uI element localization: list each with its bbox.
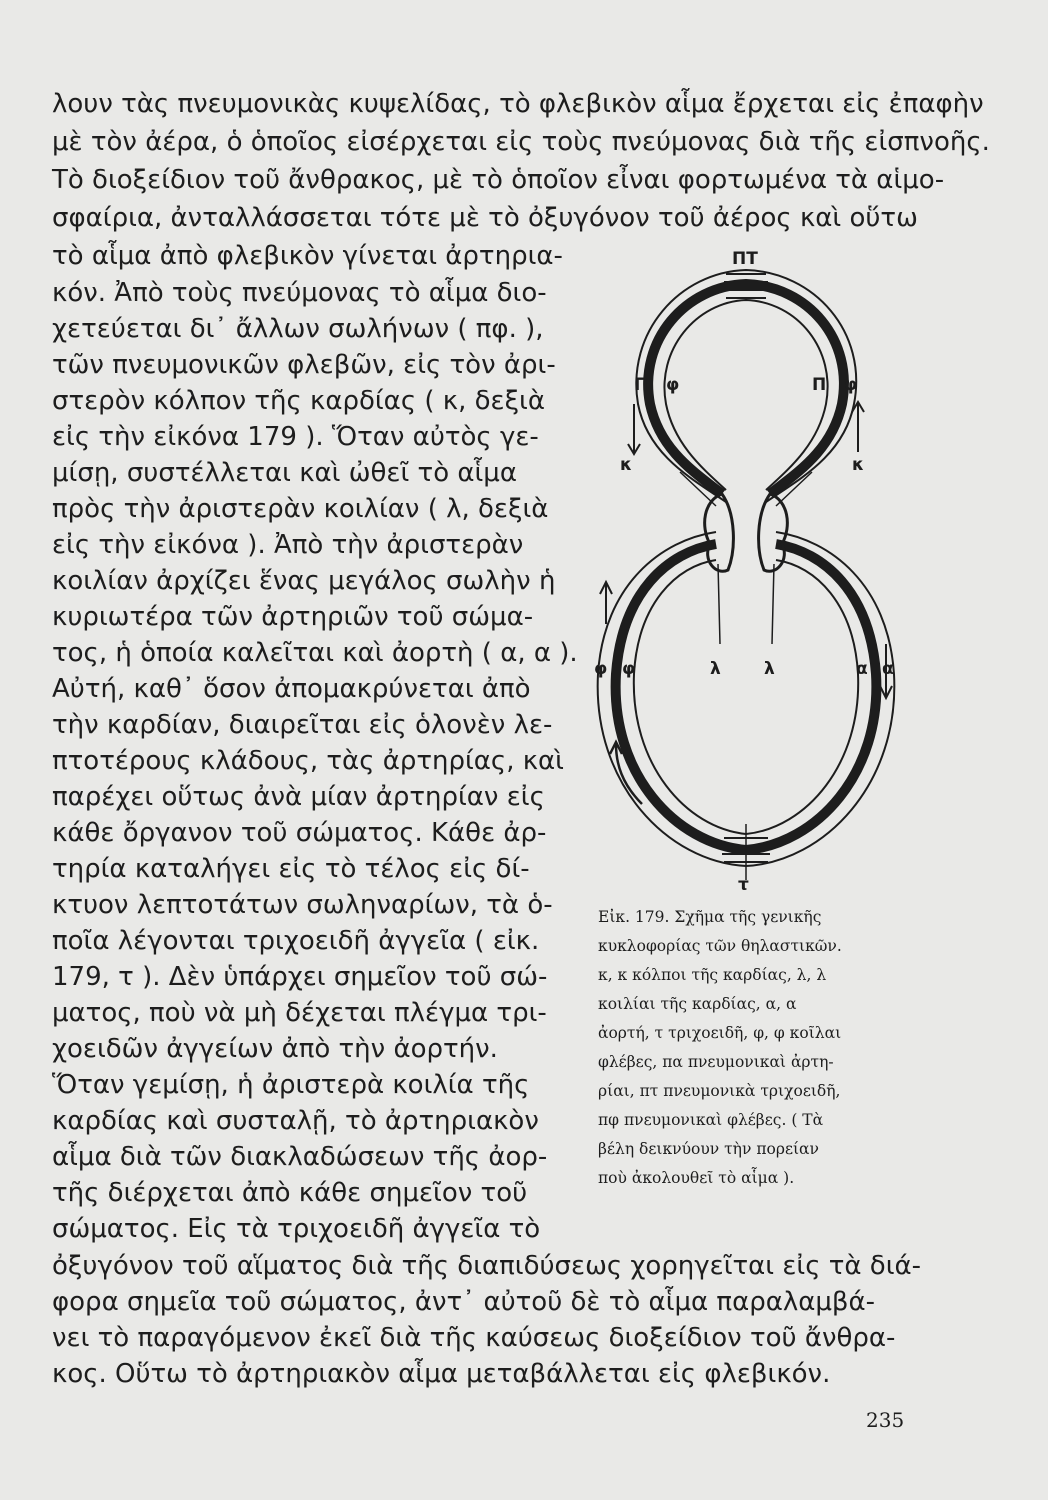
text-line: εἰς τὴν εἰκόνα 179 ). Ὅταν αὐτὸς γε- — [52, 422, 539, 452]
circulation-diagram — [576, 244, 916, 894]
text-line: κυριωτέρα τῶν ἀρτηριῶν τοῦ σώμα- — [52, 602, 534, 632]
text-line: τῶν πνευμονικῶν φλεβῶν, εἰς τὸν ἀρι- — [52, 350, 556, 380]
text-line: μὲ τὸν ἀέρα, ὁ ὁποῖος εἰσέρχεται εἰς τοὺς πνεύμονας διὰ τῆς εἰσπνοῆς. — [52, 127, 990, 157]
text-line: νει τὸ παραγόμενον ἐκεῖ διὰ τῆς καύσεως διοξείδιον τοῦ ἄνθρα- — [52, 1323, 896, 1353]
text-line: 179, τ ). Δὲν ὑπάρχει σημεῖον τοῦ σώ- — [52, 962, 548, 992]
text-line: τῆς διέρχεται ἀπὸ κάθε σημεῖον τοῦ — [52, 1178, 528, 1208]
text-line: τηρία καταλήγει εἰς τὸ τέλος εἰς δί- — [52, 854, 530, 884]
caption-line: ποὺ ἀκολουθεῖ τὸ αἷμα ). — [598, 1169, 795, 1187]
text-line: στερὸν κόλπον τῆς καρδίας ( κ, δεξιὰ — [52, 386, 545, 416]
text-line: εἰς τὴν εἰκόνα ). Ἀπὸ τὴν ἀριστερὰν — [52, 530, 524, 560]
caption-line: κ, κ κόλποι τῆς καρδίας, λ, λ — [598, 966, 827, 984]
caption-line: φλέβες, πα πνευμονικαὶ ἀρτη- — [598, 1053, 834, 1071]
text-line: πτοτέρους κλάδους, τὰς ἀρτηρίας, καὶ — [52, 746, 564, 776]
text-line: κτυον λεπτοτάτων σωληναρίων, τὰ ὁ- — [52, 890, 553, 920]
text-line: σφαίρια, ἀνταλλάσσεται τότε μὲ τὸ ὀξυγόνον τοῦ ἀέρος καὶ οὕτω — [52, 203, 918, 233]
caption-line: κοιλίαι τῆς καρδίας, α, α — [598, 995, 797, 1013]
page-number: 235 — [866, 1408, 905, 1432]
label-aorta-outer: α — [882, 659, 894, 679]
text-line: κάθε ὄργανον τοῦ σώματος. Κάθε ἀρ- — [52, 818, 547, 848]
text-line: τὴν καρδίαν, διαιρεῖται εἰς ὁλονὲν λε- — [52, 710, 553, 740]
label-ventricle-left: λ — [710, 659, 721, 679]
text-line: Ὅταν γεμίσῃ, ἡ ἀριστερὰ κοιλία τῆς — [52, 1070, 530, 1100]
text-line: ποῖα λέγονται τριχοειδῆ ἀγγεῖα ( εἰκ. — [52, 926, 540, 956]
caption-line: ἀορτή, τ τριχοειδῆ, φ, φ κοῖλαι — [598, 1024, 842, 1042]
caption-line: Εἰκ. 179. Σχῆμα τῆς γενικῆς — [598, 908, 822, 926]
label-capillaries: τ — [738, 875, 749, 894]
caption-line: πφ πνευμονικαὶ φλέβες. ( Τὰ — [598, 1111, 824, 1129]
label-pulmonary-capillaries: ΠΤ — [732, 249, 758, 269]
label-aorta-inner: α — [856, 659, 868, 679]
text-line: Τὸ διοξείδιον τοῦ ἄνθρακος, μὲ τὸ ὁποῖον εἶναι φορτωμένα τὰ αἱμο- — [52, 165, 945, 195]
text-line: ὀξυγόνον τοῦ αἵματος διὰ τῆς διαπιδύσεως χορηγεῖται εἰς τὰ διά- — [52, 1251, 922, 1281]
label-atrium-left: κ — [620, 455, 633, 475]
text-line: χετεύεται δι᾽ ἄλλων σωλήνων ( πφ. ), — [52, 314, 544, 344]
text-line: καρδίας καὶ συσταλῇ, τὸ ἀρτηριακὸν — [52, 1106, 539, 1136]
text-line: χοειδῶν ἀγγείων ἀπὸ τὴν ἀορτήν. — [52, 1034, 498, 1064]
label-pulmonary-artery-left: Π — [634, 375, 649, 395]
text-line: τὸ αἷμα ἀπὸ φλεβικὸν γίνεται ἀρτηρια- — [52, 241, 563, 271]
text-line: αἷμα διὰ τῶν διακλαδώσεων τῆς ἀορ- — [52, 1142, 548, 1172]
text-line: κοιλίαν ἀρχίζει ἕνας μεγάλος σωλὴν ἡ — [52, 566, 556, 596]
text-line: τος, ἡ ὁποία καλεῖται καὶ ἀορτὴ ( α, α ). — [52, 638, 578, 668]
text-line: κόν. Ἀπὸ τοὺς πνεύμονας τὸ αἷμα διο- — [52, 278, 547, 308]
text-line: ματος, ποὺ νὰ μὴ δέχεται πλέγμα τρι- — [52, 998, 547, 1028]
text-line: λουν τὰς πνευμονικὰς κυψελίδας, τὸ φλεβικὸν αἷμα ἔρχεται εἰς ἐπαφὴν — [52, 89, 984, 119]
text-line: σώματος. Εἰς τὰ τριχοειδῆ ἀγγεῖα τὸ — [52, 1214, 541, 1244]
text-line: μίσῃ, συστέλλεται καὶ ὠθεῖ τὸ αἷμα — [52, 458, 517, 488]
label-vena-cava-inner: φ — [622, 659, 636, 679]
caption-line: βέλη δεικνύουν τὴν πορείαν — [598, 1140, 819, 1158]
text-line: Αὐτή, καθ᾽ ὅσον ἀπομακρύνεται ἀπὸ — [52, 674, 531, 704]
systemic-loop — [616, 544, 877, 850]
label-ventricle-right: λ — [764, 659, 775, 679]
label-pulmonary-artery-right: Π — [812, 375, 827, 395]
text-line: πρὸς τὴν ἀριστερὰν κοιλίαν ( λ, δεξιὰ — [52, 494, 549, 524]
label-phi-small-left: φ — [666, 375, 680, 395]
text-line: παρέχει οὕτως ἀνὰ μίαν ἀρτηρίαν εἰς — [52, 782, 545, 812]
caption-line: ρίαι, πτ πνευμονικὰ τριχοειδῆ, — [598, 1082, 841, 1100]
label-pulmonary-vein: φ — [844, 375, 858, 395]
text-line: φορα σημεῖα τοῦ σώματος, ἀντ᾽ αὐτοῦ δὲ τὸ αἷμα παραλαμβά- — [52, 1287, 876, 1317]
label-vena-cava-outer: φ — [594, 659, 608, 679]
label-atrium-right: κ — [852, 455, 865, 475]
caption-line: κυκλοφορίας τῶν θηλαστικῶν. — [598, 937, 842, 955]
text-line: κος. Οὕτω τὸ ἀρτηριακὸν αἷμα μεταβάλλεται εἰς φλεβικόν. — [52, 1359, 831, 1389]
